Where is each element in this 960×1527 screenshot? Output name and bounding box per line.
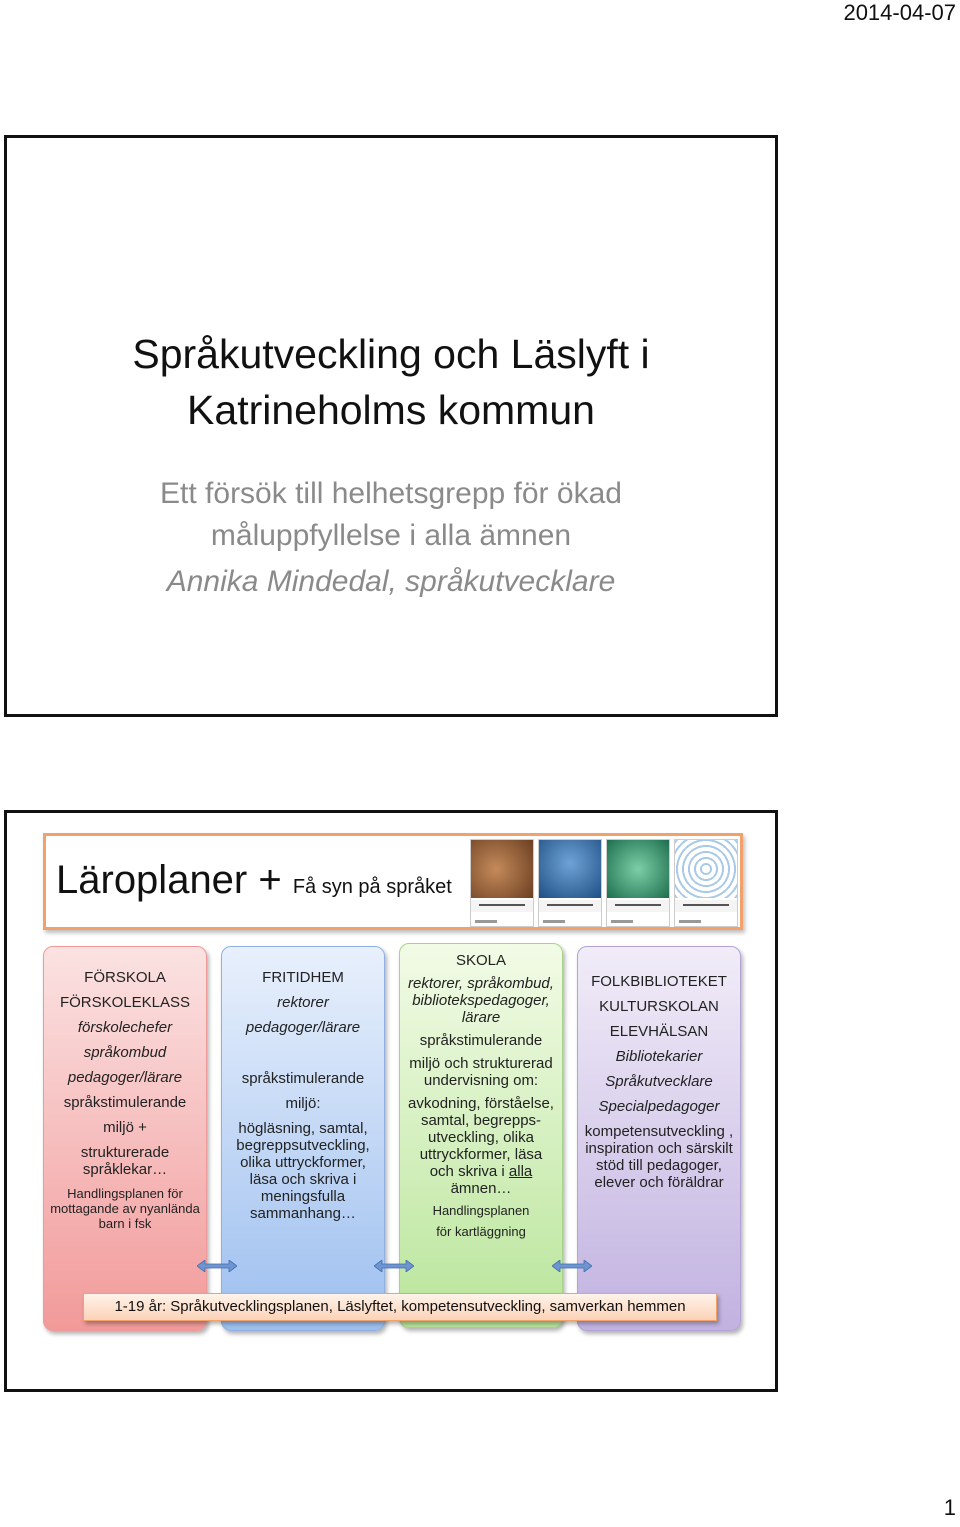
slide-subtitle (7, 473, 775, 557)
fritidhem-text-2: miljö: (285, 1095, 321, 1112)
curriculum-book-cover-1 (470, 839, 534, 927)
forskola-title: FÖRSKOLA (84, 969, 166, 986)
skola-title: SKOLA (455, 952, 507, 969)
forskola-text-2: miljö + (103, 1119, 147, 1136)
header-box (43, 833, 743, 930)
fritidhem-role-1: rektorer (277, 994, 329, 1011)
skola-kartlaggning: för kartläggning (436, 1224, 526, 1239)
double-arrow-icon (197, 1260, 237, 1272)
column-fritidhem (221, 946, 385, 1331)
skola-roles: rektorer, språkombud, bibliotekspedagoger, lärare (408, 975, 554, 1026)
header-title-text: Läroplaner + (56, 858, 293, 902)
forskola-role-1: förskolechefer (77, 1019, 173, 1036)
folk-role-2: Språkutvecklare (605, 1073, 713, 1090)
skola-handlingsplan: Handlingsplanen (432, 1203, 530, 1218)
page-date: 2014-04-07 (843, 0, 956, 25)
skola-text-2: miljö och strukturerad undervisning om: (409, 1055, 553, 1089)
skola-text-3-post: ämnen… (450, 1180, 512, 1197)
column-forskola (43, 946, 207, 1331)
column-folkbiblioteket (577, 946, 741, 1331)
forskola-role-3: pedagoger/lärare (67, 1069, 183, 1086)
fritidhem-role-2: pedagoger/lärare (245, 1019, 361, 1036)
column-skola (399, 943, 563, 1328)
slide-title (7, 326, 775, 438)
curriculum-book-cover-3 (606, 839, 670, 927)
folk-role-1: Bibliotekarier (615, 1048, 703, 1065)
skola-text-1: språkstimulerande (419, 1032, 543, 1049)
folk-title-1: FOLKBIBLIOTEKET (591, 973, 727, 990)
double-arrow-icon (552, 1260, 592, 1272)
fritidhem-text-3: högläsning, samtal, begreppsutveckling, olika uttryckformer, läsa och skriva i meningsfulla sammanhang… (236, 1120, 370, 1222)
header-subtitle: Få syn på språket (292, 876, 452, 898)
curriculum-book-cover-2 (538, 839, 602, 927)
forskola-role-2: språkombud (83, 1044, 167, 1061)
slide-title-line-2: Katrineholms kommun (187, 387, 595, 433)
slide-title-line-1: Språkutveckling och Läslyft i (132, 331, 650, 377)
overview-slide (4, 810, 778, 1392)
title-slide (4, 135, 778, 717)
forskola-text-1: språkstimulerande (63, 1094, 187, 1111)
forskola-subtitle: FÖRSKOLEKLASS (59, 994, 191, 1011)
fritidhem-title: FRITIDHEM (262, 969, 344, 986)
double-arrow-icon (374, 1260, 414, 1272)
curriculum-book-cover-4 (674, 839, 738, 927)
skola-text-3 (406, 1095, 556, 1197)
folk-title-2: KULTURSKOLAN (599, 998, 719, 1015)
forskola-text-3: strukturerade språklekar… (80, 1144, 170, 1178)
slide-subtitle-line-2: måluppfyllelse i alla ämnen (210, 519, 572, 552)
folk-text: kompetensutveckling , inspiration och särskilt stöd till pedagoger, elever och föräldrar (584, 1123, 734, 1191)
skola-text-3-underline: alla (508, 1163, 533, 1180)
folk-title-3: ELEVHÄLSAN (609, 1023, 709, 1040)
skola-text-3-pre: avkodning, förståelse, samtal, begrepps-utveckling, olika uttryckformer, läsa och skriva i (408, 1095, 554, 1180)
header-title (56, 858, 452, 903)
bottom-summary-bar: 1-19 år: Språkutvecklingsplanen, Läslyftet, kompetensutveckling, samverkan hemmen (83, 1293, 717, 1321)
page-number: 1 (943, 1495, 956, 1520)
slide-author: Annika Mindedal, språkutvecklare (166, 565, 616, 598)
slide-subtitle-line-1: Ett försök till helhetsgrepp för ökad (160, 477, 622, 510)
fritidhem-text-1: språkstimulerande (241, 1070, 365, 1087)
forskola-handlingsplan: Handlingsplanen för mottagande av nyanlända barn i fsk (50, 1186, 200, 1231)
folk-role-3: Specialpedagoger (598, 1098, 720, 1115)
